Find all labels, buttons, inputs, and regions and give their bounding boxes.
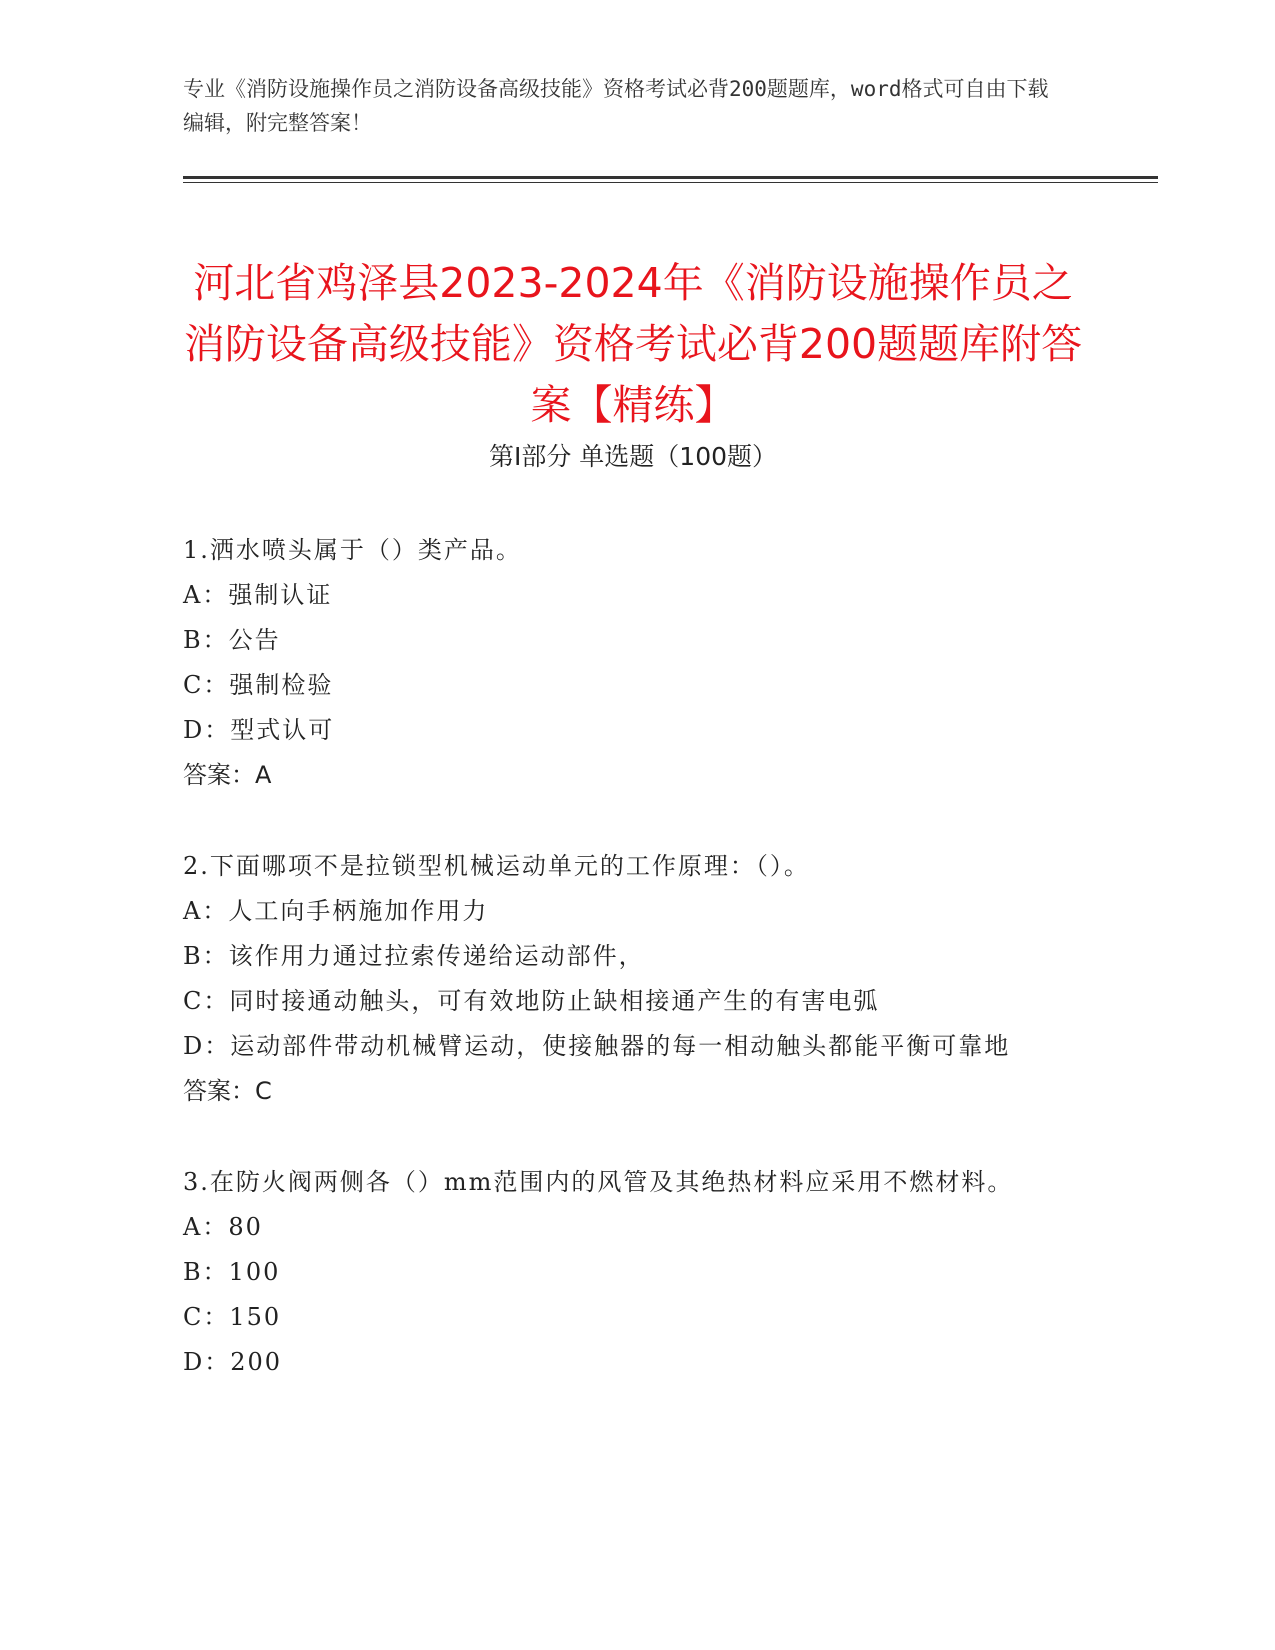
- section-title: 第Ⅰ部分 单选题（100题）: [488, 442, 778, 471]
- answer-line: 答案：A: [183, 761, 272, 789]
- option-b: B：100: [183, 1258, 281, 1286]
- question-stem: 3.在防火阀两侧各（）mm范围内的风管及其绝热材料应采用不燃材料。: [183, 1168, 1014, 1196]
- question-2: [183, 844, 1073, 1114]
- option-a: A：人工向手柄施加作用力: [183, 897, 489, 925]
- question-1: [183, 528, 1073, 798]
- option-a: A：强制认证: [183, 581, 333, 609]
- option-a: A：80: [183, 1213, 263, 1241]
- question-3: [183, 1160, 1073, 1385]
- question-list: [183, 528, 1073, 1431]
- option-b: B：公告: [183, 626, 281, 654]
- option-c: C：同时接通动触头，可有效地防止缺相接通产生的有害电弧: [183, 987, 880, 1015]
- question-stem: 1.洒水喷头属于（）类产品。: [183, 536, 522, 564]
- answer-line: 答案：C: [183, 1077, 272, 1105]
- option-c: C：150: [183, 1303, 282, 1331]
- option-c: C：强制检验: [183, 671, 334, 699]
- header-note: 专业《消防设施操作员之消防设备高级技能》资格考试必背200题题库，word格式可自由下载编辑，附完整答案！: [183, 77, 1049, 135]
- document-title: 河北省鸡泽县2023-2024年《消防设施操作员之消防设备高级技能》资格考试必背200题题库附答案【精练】: [183, 259, 1083, 430]
- option-d: D：运动部件带动机械臂运动，使接触器的每一相动触头都能平衡可靠地: [183, 1032, 1011, 1060]
- header-divider: [183, 176, 1158, 179]
- option-b: B：该作用力通过拉索传递给运动部件，: [183, 942, 645, 970]
- question-stem: 2.下面哪项不是拉锁型机械运动单元的工作原理：（）。: [183, 852, 810, 880]
- option-d: D：型式认可: [183, 716, 335, 744]
- header-divider-thin: [183, 182, 1158, 183]
- option-d: D：200: [183, 1348, 283, 1376]
